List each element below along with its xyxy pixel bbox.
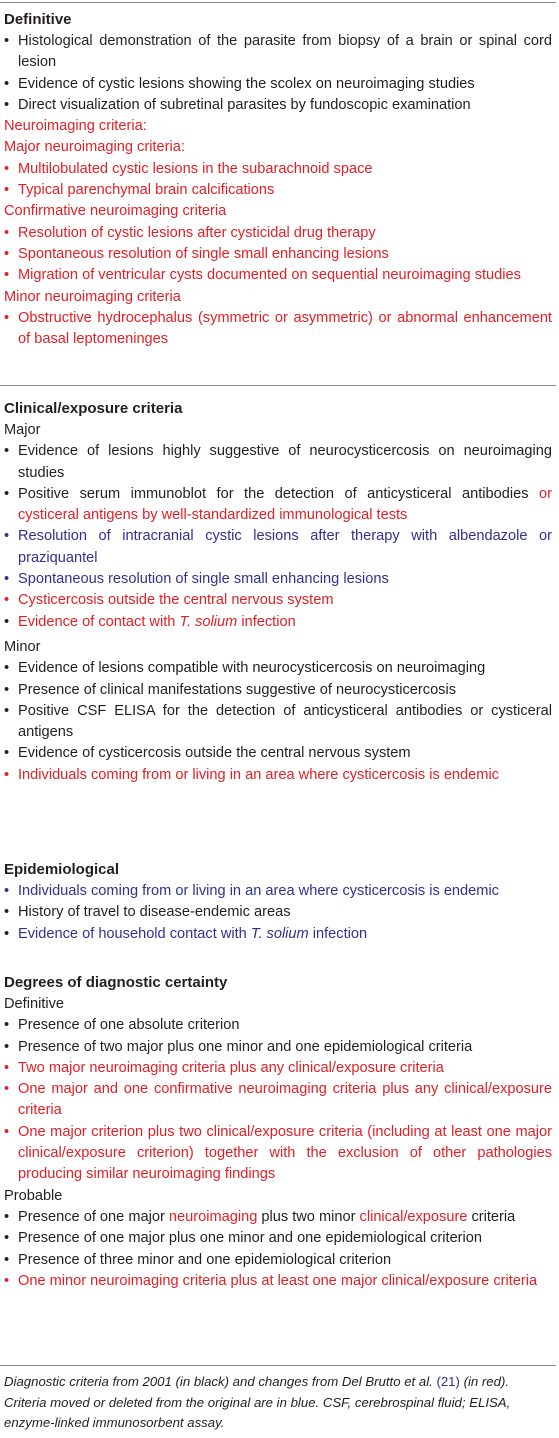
group-label: Minor [4, 638, 41, 655]
group-label: Probable [4, 1187, 63, 1204]
clinical-minor-list [4, 658, 552, 786]
text-segment: Evidence of contact with [18, 613, 180, 630]
table-caption [4, 1372, 554, 1434]
section-title: Degrees of diagnostic certainty [4, 974, 228, 991]
text-segment: infection [237, 613, 296, 630]
list-item: • Individuals coming from or living in an area where cysticercosis is endemic [4, 765, 552, 786]
section-clinical-exposure [4, 399, 552, 786]
list-item: • Histological demonstration of the parasite from biopsy of a brain or spinal cord lesion [4, 31, 552, 74]
caption-text: Diagnostic criteria from 2001 (in black) and changes from Del Brutto et al. [4, 1374, 437, 1389]
text-segment: Evidence of household contact with [18, 925, 251, 942]
definitive-list [4, 31, 552, 116]
list-item [4, 484, 552, 527]
group-label: Minor neuroimaging criteria [4, 288, 181, 305]
text-segment: Positive serum immunoblot for the detection of anticysticeral antibodies [18, 485, 540, 502]
list-item [4, 1207, 552, 1228]
list-item: • Resolution of cystic lesions after cysticidal drug therapy [4, 223, 552, 244]
group-label: Neuroimaging criteria: [4, 118, 147, 135]
list-item: • Direct visualization of subretinal parasites by fundoscopic examination [4, 95, 552, 116]
group-label: Confirmative neuroimaging criteria [4, 203, 227, 220]
section-definitive [4, 10, 552, 350]
table-top-rule [0, 2, 556, 3]
list-item: • Spontaneous resolution of single small enhancing lesions [4, 569, 552, 590]
section-epidemiological [4, 860, 552, 945]
major-neuroimaging-list [4, 159, 552, 202]
group-label: Definitive [4, 996, 65, 1012]
caption-text: (in red). Criteria moved or deleted from the original are in blue. CSF, cerebrospinal fluid; ELISA, enzyme-linked immunosorbent assay. [4, 1374, 511, 1430]
list-item [4, 924, 552, 945]
section-title: Epidemiological [4, 861, 120, 878]
list-item: • Evidence of lesions highly suggestive of neurocysticercosis on neuroimaging studies [4, 441, 552, 484]
list-item: • Evidence of lesions compatible with neurocysticercosis on neuroimaging [4, 658, 552, 679]
list-item: • Typical parenchymal brain calcifications [4, 180, 552, 201]
clinical-major-list [4, 441, 552, 633]
caption-reference-link[interactable]: (21) [436, 1374, 460, 1389]
list-item: • Positive CSF ELISA for the detection of anticysticeral antibodies or cysticeral antigens [4, 701, 552, 744]
list-item: • Presence of one major plus one minor and one epidemiological criterion [4, 1228, 552, 1249]
list-item: • Evidence of cystic lesions showing the scolex on neuroimaging studies [4, 74, 552, 95]
text-segment: or cysticeral antigens by well-standardized immunological tests [18, 485, 552, 524]
list-item: • Obstructive hydrocephalus (symmetric or asymmetric) or abnormal enhancement of basal leptomeninges [4, 308, 552, 351]
text-segment: T. solium [250, 925, 309, 942]
list-item: • Spontaneous resolution of single small enhancing lesions [4, 244, 552, 265]
list-item: • One minor neuroimaging criteria plus at least one major clinical/exposure criteria [4, 1271, 552, 1292]
text-segment: T. solium [179, 613, 238, 630]
list-item: • Presence of clinical manifestations suggestive of neurocysticercosis [4, 680, 552, 701]
list-item: • Migration of ventricular cysts documented on sequential neuroimaging studies [4, 265, 552, 286]
list-item: • Individuals coming from or living in an area where cysticercosis is endemic [4, 881, 552, 902]
epidemiological-list [4, 881, 552, 945]
list-item: • Presence of two major plus one minor and one epidemiological criteria [4, 1037, 552, 1058]
group-label: Major neuroimaging criteria: [4, 139, 185, 156]
list-item: • Presence of three minor and one epidemiological criterion [4, 1250, 552, 1271]
section-title: Clinical/exposure criteria [4, 400, 183, 417]
list-item: • Resolution of intracranial cystic lesions after therapy with albendazole or praziquantel [4, 526, 552, 569]
list-item [4, 612, 552, 633]
list-item: • Presence of one absolute criterion [4, 1015, 552, 1036]
minor-neuroimaging-list [4, 308, 552, 351]
list-item: • History of travel to disease-endemic areas [4, 902, 552, 923]
list-item: • Two major neuroimaging criteria plus any clinical/exposure criteria [4, 1058, 552, 1079]
text-segment: Presence of one major [18, 1208, 169, 1225]
text-segment: plus two minor [257, 1208, 360, 1225]
certainty-probable-list [4, 1207, 552, 1292]
section-divider [0, 385, 556, 386]
text-segment: criteria [467, 1208, 516, 1225]
confirmative-neuroimaging-list [4, 223, 552, 287]
text-segment: infection [308, 925, 368, 942]
section-diagnostic-certainty [4, 973, 552, 1292]
table-bottom-rule [0, 1365, 556, 1366]
section-title: Definitive [4, 11, 72, 28]
certainty-definitive-list [4, 1015, 552, 1185]
list-item: • One major criterion plus two clinical/exposure criteria (including at least one major clinical/exposure criterion) together with the exclusion of other pathologies producing similar neuroimaging findings [4, 1122, 552, 1186]
list-item: • Cysticercosis outside the central nervous system [4, 590, 552, 611]
list-item: • One major and one confirmative neuroimaging criteria plus any clinical/exposure criteria [4, 1079, 552, 1122]
list-item: • Multilobulated cystic lesions in the subarachnoid space [4, 159, 552, 180]
text-segment: clinical/exposure [359, 1208, 468, 1225]
text-segment: neuroimaging [168, 1208, 258, 1225]
group-label: Major [4, 422, 41, 438]
list-item: • Evidence of cysticercosis outside the central nervous system [4, 743, 552, 764]
